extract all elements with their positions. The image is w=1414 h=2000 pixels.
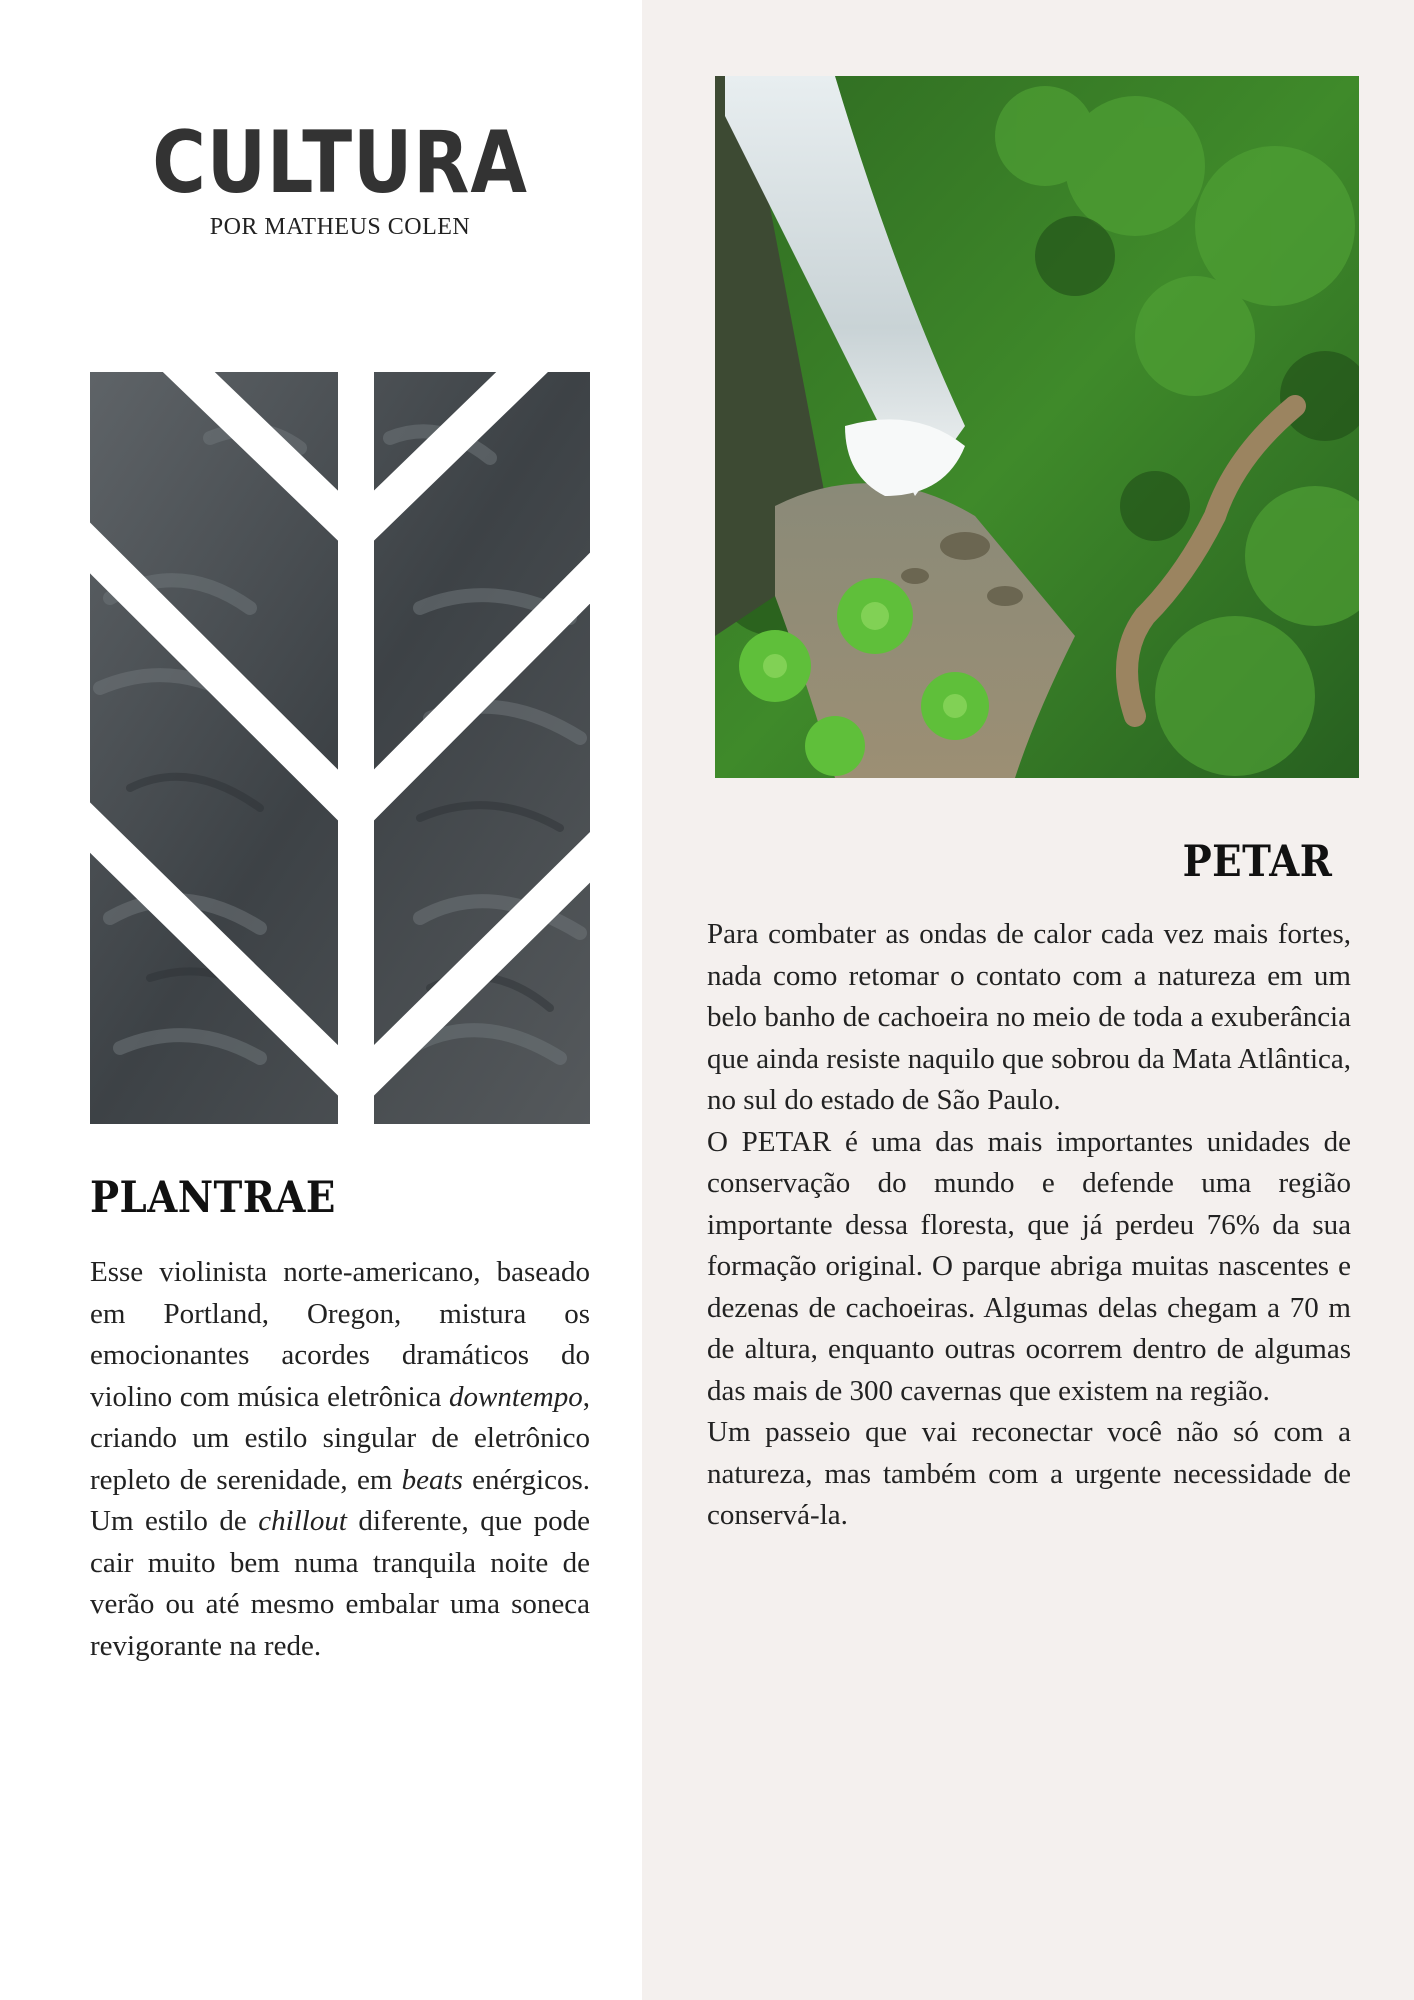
petar-heading: PETAR — [1182, 837, 1332, 887]
plantrae-emphasis-downtempo: downtempo — [449, 1380, 583, 1413]
plantrae-heading: PLANTRAE — [90, 1173, 336, 1223]
plantrae-logo-image — [90, 358, 590, 1124]
plantrae-emphasis-chillout: chillout — [258, 1505, 347, 1537]
masthead — [90, 113, 590, 241]
petar-paragraph-1: Para combater as ondas de calor cada vez mais fortes, nada como retomar o contato com a natureza em um belo banho de cachoeira no meio de toda a exuberância que ainda resiste naquilo que sobrou da Mata Atlântica, no sul do estado de São Paulo. — [707, 918, 1351, 1116]
plantrae-text-segment-1: Esse violinista norte-americano, baseado em Portland, Oregon, mistura os emocionantes acordes dramáticos do violino com música eletrônica — [90, 1256, 590, 1413]
petar-article-body — [707, 914, 1351, 1537]
byline: POR MATHEUS COLEN — [209, 214, 471, 240]
plantrae-text-segment-2: , criando um estilo singular de eletrônico repleto de serenidade, em — [90, 1380, 590, 1496]
plantrae-text-segment-3: enérgicos. Um estilo de — [90, 1463, 590, 1537]
plantrae-article-body — [90, 1252, 590, 1667]
petar-paragraph-2: O PETAR é uma das mais importantes unidades de conservação do mundo e defende uma região importante dessa floresta, que já perdeu 76% da sua formação original. O parque abriga muitas nascentes e dezenas de cachoeiras. Algumas delas chegam a 70 m de altura, enquanto outras ocorrem dentro de algumas das mais de 300 cavernas que existem na região. — [707, 1125, 1351, 1407]
plantrae-emphasis-beats: beats — [401, 1463, 463, 1496]
section-title: CULTURA — [152, 113, 528, 213]
plantrae-paragraph — [90, 1252, 590, 1667]
plantrae-text-segment-4: diferente, que pode cair muito bem numa tranquila noite de verão ou até mesmo embalar uma soneca revigorante na rede. — [90, 1505, 590, 1662]
waterfall-photo — [715, 76, 1359, 778]
petar-paragraph-3: Um passeio que vai reconectar você não só com a natureza, mas também com a urgente necessidade de conservá-la. — [707, 1416, 1351, 1531]
